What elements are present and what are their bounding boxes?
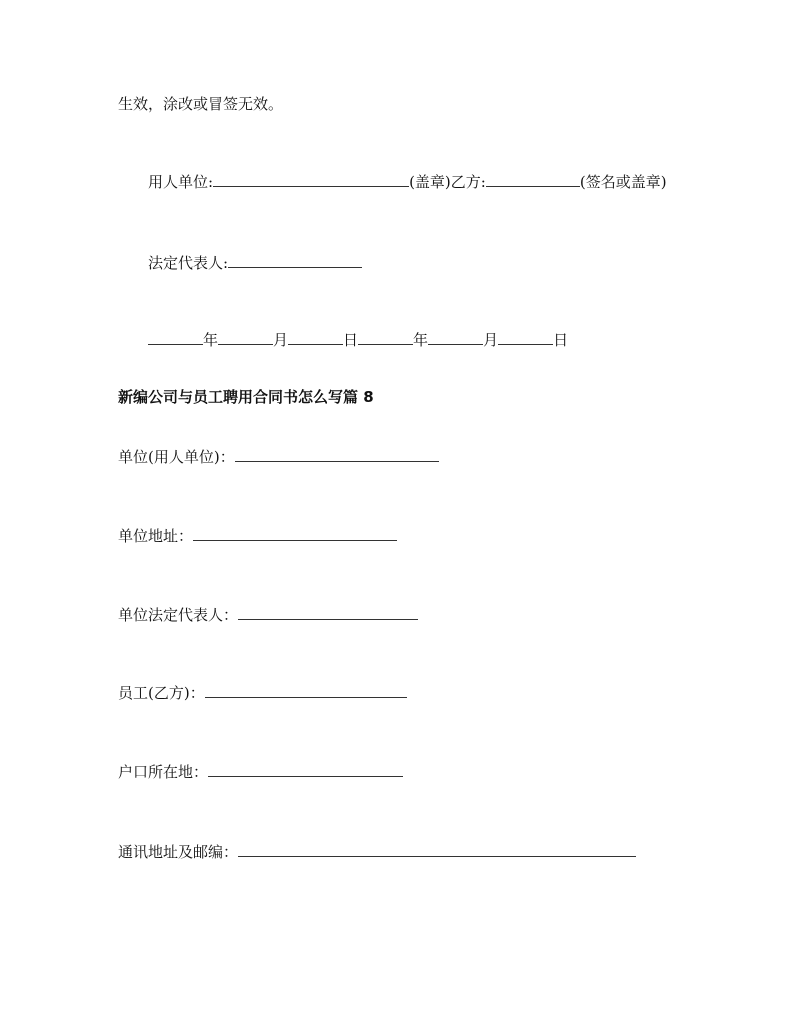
field-employee-blank[interactable] <box>205 683 407 698</box>
field-unit-legal-rep <box>118 605 418 625</box>
field-employee-label: 员工(乙方)： <box>118 684 205 702</box>
employer-label: 用人单位: <box>148 173 214 191</box>
year-label: 年 <box>413 331 429 349</box>
field-household-registration-blank[interactable] <box>208 762 403 777</box>
month-label: 月 <box>483 331 499 349</box>
field-unit <box>118 447 439 467</box>
month-label: 月 <box>273 331 289 349</box>
employer-suffix: (盖章) <box>409 173 451 191</box>
date-blank[interactable] <box>358 330 413 345</box>
employee-label: 乙方: <box>450 173 486 191</box>
field-household-registration <box>118 762 403 782</box>
date-blank[interactable] <box>498 330 553 345</box>
field-mailing-address <box>118 842 636 862</box>
day-label: 日 <box>553 331 569 349</box>
field-unit-address-label: 单位地址： <box>118 527 194 545</box>
field-mailing-address-blank[interactable] <box>238 842 636 857</box>
field-unit-legal-rep-label: 单位法定代表人： <box>118 606 239 624</box>
year-label: 年 <box>203 331 219 349</box>
clause-end-text: 生效，涂改或冒签无效。 <box>118 95 284 113</box>
legal-rep-label: 法定代表人: <box>148 254 229 272</box>
field-unit-label: 单位(用人单位)： <box>118 448 235 466</box>
section-title: 新编公司与员工聘用合同书怎么写篇 8 <box>118 388 374 406</box>
field-unit-blank[interactable] <box>235 447 439 462</box>
field-mailing-address-label: 通讯地址及邮编： <box>118 843 239 861</box>
field-unit-address-blank[interactable] <box>193 526 397 541</box>
employee-blank[interactable] <box>486 172 580 187</box>
field-household-registration-label: 户口所在地： <box>118 763 209 781</box>
legal-rep-line <box>148 253 362 273</box>
date-blank[interactable] <box>288 330 343 345</box>
date-blank[interactable] <box>428 330 483 345</box>
date-blank[interactable] <box>218 330 273 345</box>
field-employee <box>118 683 407 703</box>
signature-employer-line <box>148 172 667 192</box>
day-label: 日 <box>343 331 359 349</box>
employee-suffix: (签名或盖章) <box>579 173 667 191</box>
field-unit-legal-rep-blank[interactable] <box>238 605 418 620</box>
employer-blank[interactable] <box>213 172 409 187</box>
date-line <box>148 330 568 350</box>
date-blank[interactable] <box>148 330 203 345</box>
field-unit-address <box>118 526 397 546</box>
legal-rep-blank[interactable] <box>228 253 362 268</box>
